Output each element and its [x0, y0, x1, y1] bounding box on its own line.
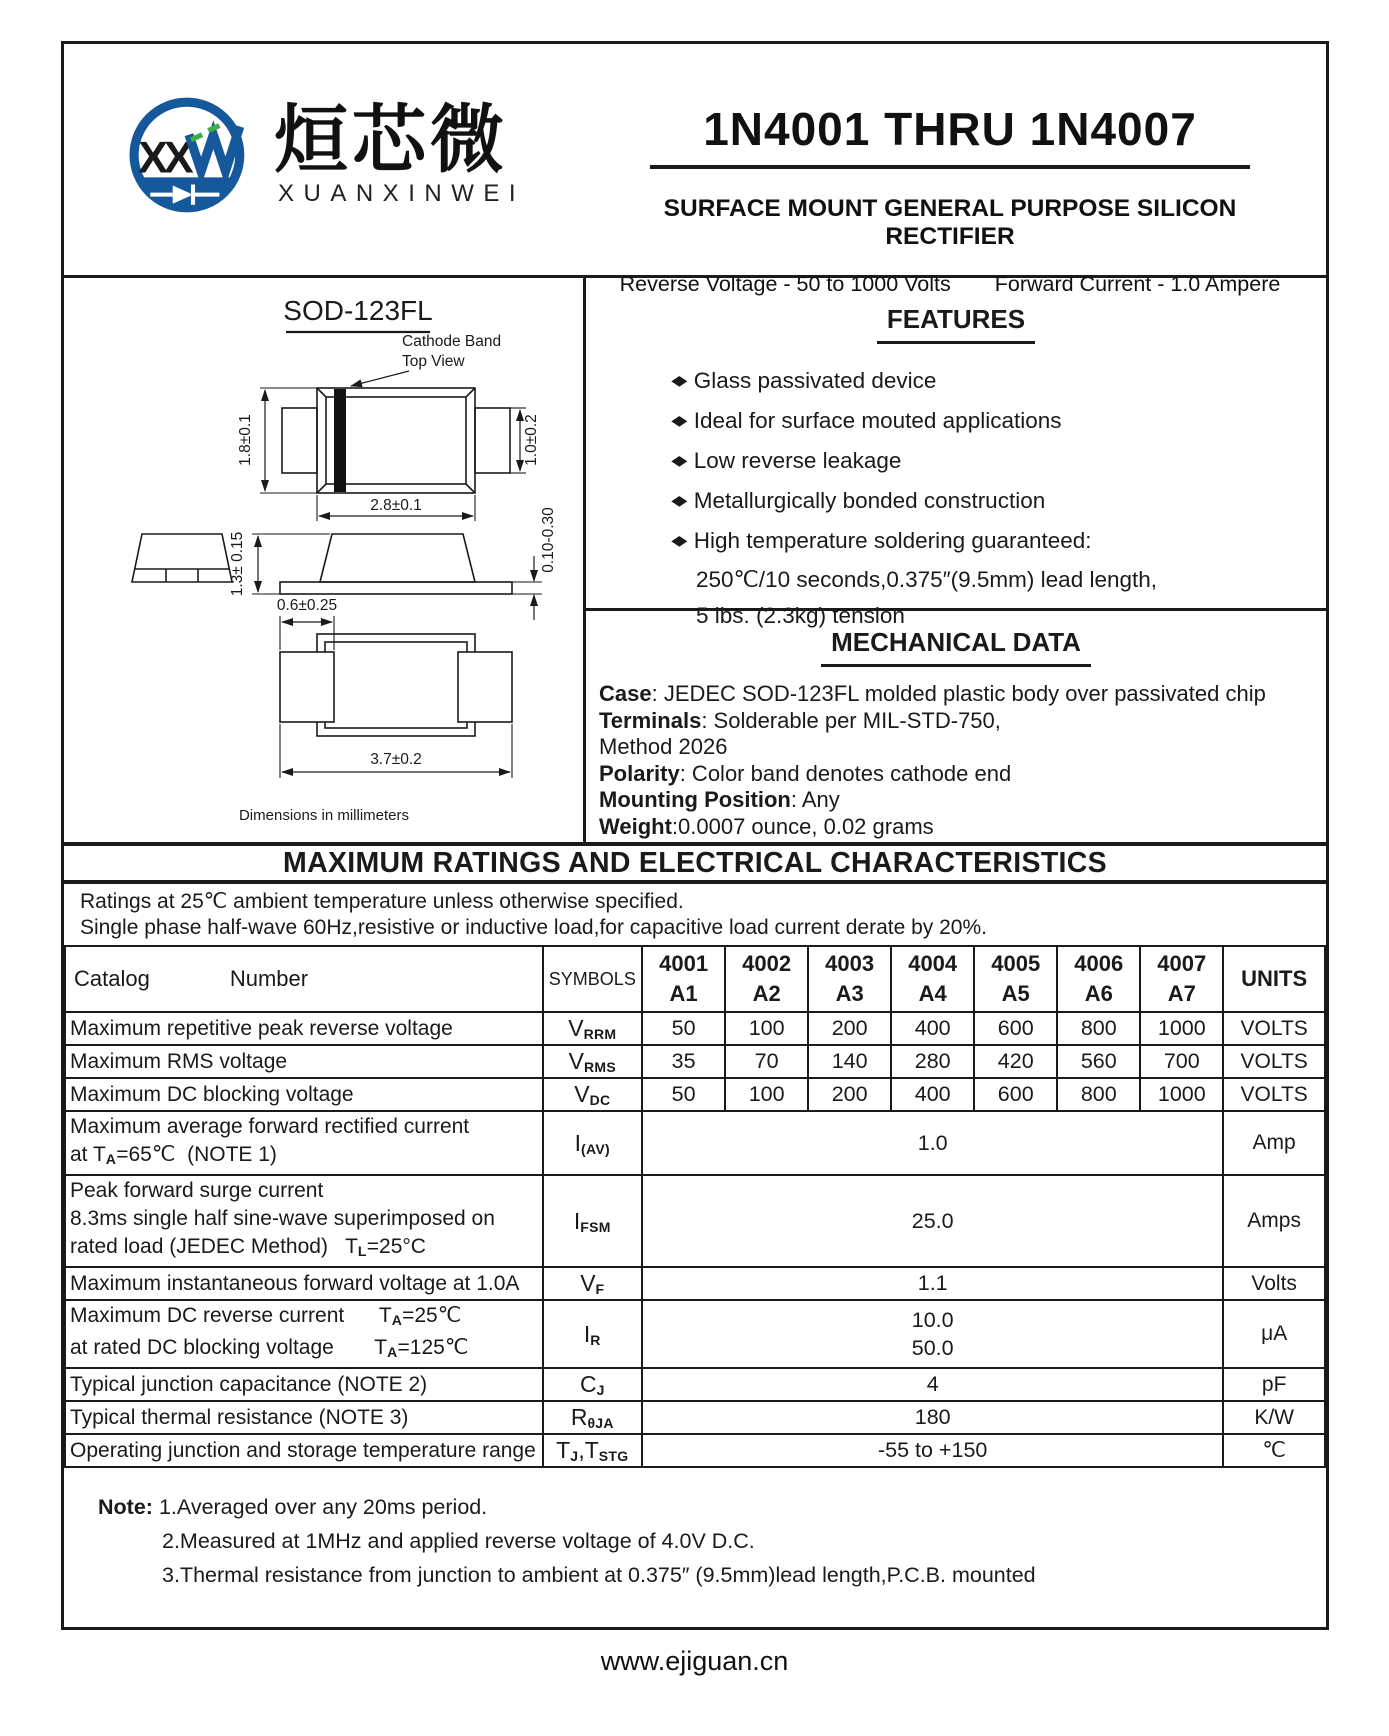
value-cell: 35 — [642, 1045, 725, 1078]
document-border — [61, 41, 1329, 1630]
value-cell: 600 — [974, 1078, 1057, 1111]
table-row — [65, 1300, 1325, 1368]
table-header-row — [65, 946, 1325, 1012]
unit-cell: VOLTS — [1223, 1045, 1325, 1078]
note-line: 3.Thermal resistance from junction to ambient at 0.375″ (9.5mm)lead length,P.C.B. mounted — [162, 1563, 1036, 1587]
table-row — [65, 1368, 1325, 1401]
row-label-cell: Peak forward surge current 8.3ms single half sine-wave superimposed on rated load (JEDEC Method) $T_L=25^\circ C$ — [65, 1175, 543, 1267]
note-line: 2.Measured at 1MHz and applied reverse voltage of 4.0V D.C. — [162, 1529, 755, 1553]
package-drawing-panel — [64, 278, 586, 842]
features-title: FEATURES — [586, 304, 1326, 344]
logo-text — [274, 97, 526, 208]
package-name: SOD-123FL — [283, 295, 433, 326]
value-cell: 200 — [808, 1078, 891, 1111]
value-cell: 400 — [891, 1078, 974, 1111]
value-cell: 180 — [642, 1401, 1223, 1434]
list-item: ◆ Glass passivated device — [674, 362, 1326, 402]
value-cell: 700 — [1140, 1045, 1223, 1078]
summary-ratings — [604, 272, 1296, 297]
symbol-cell: $V_{DC}$ — [543, 1078, 643, 1111]
package-outline-drawing — [64, 278, 583, 838]
ratings-band-title: MAXIMUM RATINGS AND ELECTRICAL CHARACTERISTICS — [64, 842, 1326, 884]
value-cell: 70 — [725, 1045, 808, 1078]
dimensions-caption: Dimensions in millimeters — [238, 807, 410, 824]
mechanical-data-title: MECHANICAL DATA — [586, 627, 1326, 667]
mechanical-row: Polarity: Color band denotes cathode end — [599, 760, 1012, 786]
bullet-icon: ◆ — [671, 412, 688, 428]
symbol-cell: $V_{RMS}$ — [543, 1045, 643, 1078]
main-columns — [64, 278, 1326, 842]
condition-line: Ratings at 25℃ ambient temperature unless otherwise specified. — [80, 890, 684, 913]
value-cell: 140 — [808, 1045, 891, 1078]
unit-cell: Amps — [1223, 1175, 1325, 1267]
bullet-icon: ◆ — [671, 452, 688, 468]
right-pad — [458, 652, 512, 722]
symbol-cell: $I_{(AV)}$ — [543, 1111, 643, 1175]
device-column-header: 4003 A3 — [808, 946, 891, 1012]
value-cell: 200 — [808, 1012, 891, 1045]
symbol-cell: $I_R$ — [543, 1300, 643, 1368]
value-cell: 1.1 — [642, 1267, 1223, 1300]
right-column — [586, 278, 1326, 842]
subtitle: SURFACE MOUNT GENERAL PURPOSE SILICON RECTIFIER — [663, 195, 1237, 250]
value-cell: 800 — [1057, 1078, 1140, 1111]
dim-side-height: 1.3± 0.15 — [229, 531, 246, 597]
bullet-icon: ◆ — [671, 532, 688, 548]
mechanical-data-lines — [586, 681, 1326, 840]
row-label-cell: Maximum instantaneous forward voltage at 1.0A — [65, 1267, 543, 1300]
value-cell: 100 — [725, 1078, 808, 1111]
note-label: Note: — [98, 1495, 153, 1519]
symbol-cell: $C_J$ — [543, 1368, 643, 1401]
value-cell: 50 — [642, 1012, 725, 1045]
dim-lead-thickness: 0.10-0.30 — [540, 507, 557, 573]
catalog-number-header: Catalog Number — [65, 946, 543, 1012]
value-cell: 600 — [974, 1012, 1057, 1045]
symbols-header: SYMBOLS — [543, 946, 643, 1012]
end-view — [132, 534, 232, 582]
value-cell: 50 — [642, 1078, 725, 1111]
dim-body-width: 2.8±0.1 — [370, 497, 422, 514]
list-item: ◆ Metallurgically bonded construction — [674, 482, 1326, 522]
list-item: ◆ Ideal for surface mouted applications — [674, 402, 1326, 442]
device-column-header: 4006 A6 — [1057, 946, 1140, 1012]
right-lead — [475, 408, 510, 473]
title-block — [604, 102, 1296, 297]
unit-cell: VOLTS — [1223, 1012, 1325, 1045]
header — [64, 44, 1326, 296]
table-row — [65, 1175, 1325, 1267]
feature-continuation: 5 lbs. (2.3kg) tension — [696, 603, 905, 628]
dim-top-height: 1.8±0.1 — [237, 414, 254, 466]
device-column-header: 4005 A5 — [974, 946, 1057, 1012]
logo-mark-icon — [116, 92, 268, 218]
ratings-table — [64, 945, 1326, 1468]
symbol-cell: $T_J,T_{STG}$ — [543, 1434, 643, 1467]
left-lead — [282, 408, 317, 473]
table-row — [65, 1401, 1325, 1434]
logo-initials: XX — [138, 133, 190, 183]
top-view-callout: Top View — [402, 353, 465, 370]
value-cell: 100 — [725, 1012, 808, 1045]
features-list — [586, 362, 1326, 562]
value-cell: 400 — [891, 1012, 974, 1045]
cathode-band-callout: Cathode Band — [402, 333, 502, 350]
row-label-cell: Typical junction capacitance (NOTE 2) — [65, 1368, 543, 1401]
ratings-conditions — [64, 884, 1326, 945]
unit-cell: Amp — [1223, 1111, 1325, 1175]
value-cell: 25.0 — [642, 1175, 1223, 1267]
feature-continuation: 250℃/10 seconds,0.375″(9.5mm) lead length, — [696, 567, 1158, 592]
symbol-cell: $I_{FSM}$ — [543, 1175, 643, 1267]
reverse-voltage-summary: Reverse Voltage - 50 to 1000 Volts — [619, 272, 951, 296]
left-pad — [280, 652, 334, 722]
value-cell: 4 — [642, 1368, 1223, 1401]
bullet-icon: ◆ — [671, 492, 688, 508]
value-cell: 800 — [1057, 1012, 1140, 1045]
table-row — [65, 1111, 1325, 1175]
page-title: 1N4001 THRU 1N4007 — [703, 103, 1197, 155]
seating-plane — [280, 582, 512, 594]
device-column-header: 4001 A1 — [642, 946, 725, 1012]
symbol-cell: $V_{RRM}$ — [543, 1012, 643, 1045]
symbol-cell: $V_F$ — [543, 1267, 643, 1300]
website-url: www.ejiguan.cn — [600, 1646, 789, 1676]
dim-lead-width: 1.0±0.2 — [523, 414, 540, 466]
value-cell: 1000 — [1140, 1012, 1223, 1045]
mechanical-row: Terminals: Solderable per MIL-STD-750, — [599, 707, 1001, 733]
unit-cell: μA — [1223, 1300, 1325, 1368]
mechanical-data-section — [586, 611, 1326, 842]
row-label-cell: Maximum repetitive peak reverse voltage — [65, 1012, 543, 1045]
note-line: Note: 1.Averaged over any 20ms period. — [98, 1495, 488, 1519]
value-cell: 1000 — [1140, 1078, 1223, 1111]
unit-cell: Volts — [1223, 1267, 1325, 1300]
body-side-view — [320, 534, 475, 582]
mechanical-row: Method 2026 — [599, 734, 728, 759]
mechanical-row: Weight:0.0007 ounce, 0.02 grams — [599, 813, 934, 839]
value-cell: 420 — [974, 1045, 1057, 1078]
table-row — [65, 1434, 1325, 1467]
table-row — [65, 1045, 1325, 1078]
mechanical-row: Case: JEDEC SOD-123FL molded plastic body over passivated chip — [599, 681, 1266, 706]
value-cell: 560 — [1057, 1045, 1140, 1078]
row-label-cell: Typical thermal resistance (NOTE 3) — [65, 1401, 543, 1434]
features-section — [586, 278, 1326, 628]
table-row — [65, 1012, 1325, 1045]
symbol-cell: $R_{\theta JA}$ — [543, 1401, 643, 1434]
condition-line: Single phase half-wave 60Hz,resistive or inductive load,for capacitive load current derate by 20%. — [80, 916, 987, 939]
device-column-header: 4007 A7 — [1140, 946, 1223, 1012]
title-underline — [650, 165, 1250, 169]
dim-pad-width: 0.6±0.25 — [276, 597, 338, 614]
device-column-header: 4004 A4 — [891, 946, 974, 1012]
company-name-chinese: 烜芯微 — [274, 97, 508, 181]
units-header: UNITS — [1223, 946, 1325, 1012]
row-label-cell: Maximum DC blocking voltage — [65, 1078, 543, 1111]
row-label-cell: Maximum DC reverse current $T_A=25℃$ at rated DC blocking voltage $T_A=125℃$ — [65, 1300, 543, 1368]
value-cell: -55 to +150 — [642, 1434, 1223, 1467]
list-item: ◆ Low reverse leakage — [674, 442, 1326, 482]
notes-section — [64, 1468, 1326, 1627]
cathode-band — [334, 389, 346, 492]
list-item: ◆ High temperature soldering guaranteed: — [674, 522, 1326, 562]
value-cell: 280 — [891, 1045, 974, 1078]
value-cell: 10.0 50.0 — [642, 1300, 1223, 1368]
table-row — [65, 1078, 1325, 1111]
company-logo — [116, 92, 525, 218]
forward-current-summary: Forward Current - 1.0 Ampere — [994, 272, 1281, 296]
row-label-cell: Maximum RMS voltage — [65, 1045, 543, 1078]
bullet-icon: ◆ — [671, 372, 688, 388]
table-row — [65, 1267, 1325, 1300]
unit-cell: VOLTS — [1223, 1078, 1325, 1111]
unit-cell: ℃ — [1223, 1434, 1325, 1467]
value-cell: 1.0 — [642, 1111, 1223, 1175]
device-column-header: 4002 A2 — [725, 946, 808, 1012]
body-bottom-view — [317, 634, 475, 736]
mechanical-row: Mounting Position: Any — [599, 787, 840, 812]
row-label-cell: Maximum average forward rectified current at $T_A=65℃$ (NOTE 1) — [65, 1111, 543, 1175]
company-name-romanized: XUANXINWEI — [278, 179, 526, 207]
dim-total-length: 3.7±0.2 — [370, 751, 422, 768]
unit-cell: pF — [1223, 1368, 1325, 1401]
row-label-cell: Operating junction and storage temperature range — [65, 1434, 543, 1467]
unit-cell: K/W — [1223, 1401, 1325, 1434]
